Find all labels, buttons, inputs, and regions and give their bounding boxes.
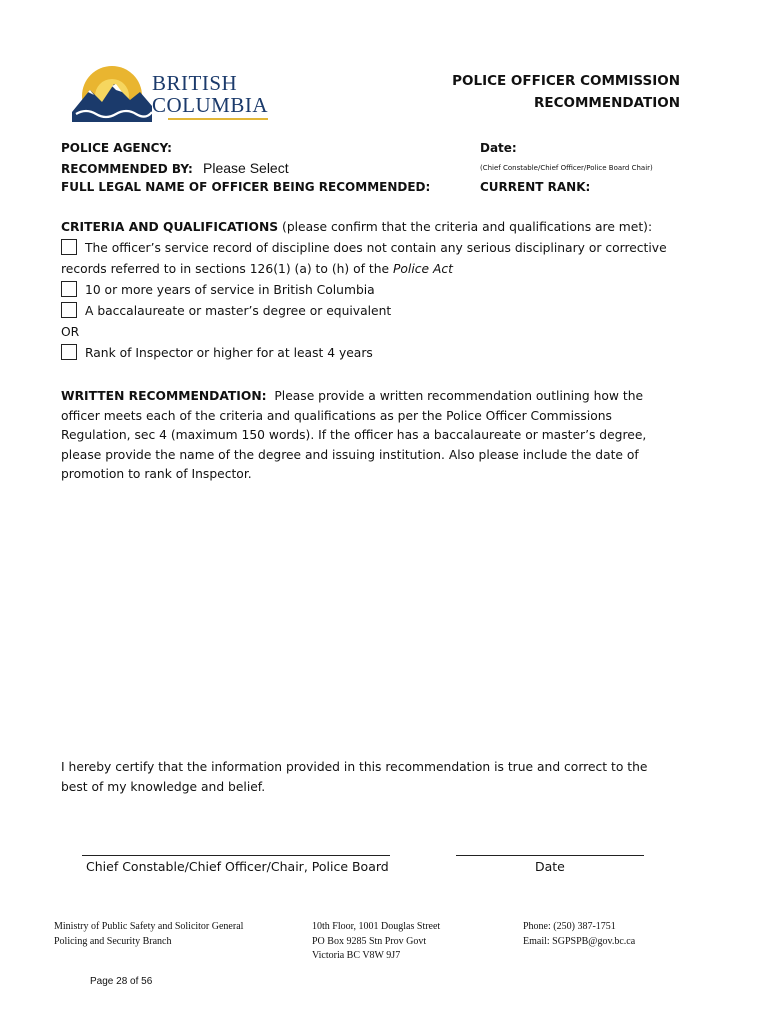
checkbox-inspector-rank[interactable] bbox=[61, 344, 77, 360]
full-name-label: FULL LEGAL NAME OF OFFICER BEING RECOMMENDED: bbox=[61, 180, 431, 194]
recommended-by-label: RECOMMENDED BY: bbox=[61, 162, 193, 176]
logo-wordmark bbox=[152, 72, 268, 116]
written-line-4: please provide the name of the degree and issuing institution. Also please include the date of bbox=[61, 447, 639, 462]
footer-address-line-3: Victoria BC V8W 9J7 bbox=[312, 950, 401, 961]
signature-line[interactable] bbox=[82, 855, 390, 856]
date-label: Date: bbox=[480, 141, 517, 155]
recommended-by-select[interactable]: Please Select bbox=[203, 160, 289, 176]
footer-ministry-line-1: Ministry of Public Safety and Solicitor General bbox=[54, 921, 244, 932]
footer-address bbox=[312, 920, 440, 964]
criteria-heading-rest: (please confirm that the criteria and qualifications are met): bbox=[278, 220, 653, 234]
recommendation-text-area[interactable] bbox=[61, 490, 701, 740]
criteria-item-1-cont bbox=[61, 259, 701, 280]
logo-line-1: BRITISH bbox=[152, 71, 238, 95]
checkbox-degree[interactable] bbox=[61, 302, 77, 318]
footer-email: Email: SGPSPB@gov.bc.ca bbox=[523, 935, 636, 947]
footer-ministry-line-2: Policing and Security Branch bbox=[54, 935, 172, 947]
agency-label: POLICE AGENCY: bbox=[61, 141, 172, 155]
certification bbox=[61, 758, 701, 797]
page-title bbox=[452, 70, 680, 114]
criteria-item-2 bbox=[61, 280, 701, 301]
criteria-section bbox=[61, 217, 701, 364]
logo-line-2: COLUMBIA bbox=[152, 93, 269, 117]
criteria-item-1-text-b: records referred to in sections 126(1) (a) to (h) of the bbox=[61, 262, 393, 276]
title-line-2: RECOMMENDATION bbox=[533, 95, 680, 111]
certify-line-2: best of my knowledge and belief. bbox=[61, 779, 266, 794]
criteria-item-4-text: Rank of Inspector or higher for at least 4 years bbox=[85, 346, 373, 360]
bc-logo bbox=[72, 62, 282, 124]
chief-note: (Chief Constable/Chief Officer/Police Board Chair) bbox=[480, 164, 653, 172]
police-act-italic: Police Act bbox=[392, 262, 453, 276]
footer-address-line-1: 10th Floor, 1001 Douglas Street bbox=[312, 921, 441, 932]
footer-phone: Phone: (250) 387-1751 bbox=[523, 921, 616, 932]
criteria-or: OR bbox=[61, 325, 80, 339]
criteria-heading bbox=[61, 217, 701, 238]
written-line-3: Regulation, sec 4 (maximum 150 words). If the officer has a baccalaureate or master’s degree, bbox=[61, 428, 647, 442]
page-number: Page 28 of 56 bbox=[90, 976, 153, 987]
logo-rule bbox=[168, 118, 268, 120]
title-line-1: POLICE OFFICER COMMISSION bbox=[452, 73, 680, 89]
criteria-heading-bold: CRITERIA AND QUALIFICATIONS bbox=[61, 220, 279, 234]
signature-date-line[interactable] bbox=[456, 855, 644, 856]
bc-sun-mountain-icon bbox=[72, 62, 152, 122]
criteria-item-2-text: 10 or more years of service in British Columbia bbox=[85, 283, 375, 297]
checkbox-discipline[interactable] bbox=[61, 239, 77, 255]
criteria-item-4 bbox=[61, 343, 701, 364]
criteria-item-1-text: The officer’s service record of discipline does not contain any serious disciplinary or corrective bbox=[85, 241, 667, 255]
current-rank-label: CURRENT RANK: bbox=[480, 180, 591, 194]
recommended-by-row bbox=[61, 160, 289, 176]
footer-address-line-2: PO Box 9285 Stn Prov Govt bbox=[312, 935, 427, 947]
checkbox-years-service[interactable] bbox=[61, 281, 77, 297]
criteria-item-1 bbox=[61, 238, 701, 259]
signature-label: Chief Constable/Chief Officer/Chair, Police Board bbox=[86, 859, 389, 874]
written-heading: WRITTEN RECOMMENDATION: bbox=[61, 389, 267, 403]
written-line-2: officer meets each of the criteria and qualifications as per the Police Officer Commissions bbox=[61, 408, 612, 423]
signature-date-label: Date bbox=[535, 859, 565, 874]
certify-line-1: I hereby certify that the information provided in this recommendation is true and correct to the bbox=[61, 760, 648, 774]
written-line-1: Please provide a written recommendation outlining how the bbox=[266, 389, 644, 403]
footer-ministry bbox=[54, 920, 243, 949]
written-recommendation bbox=[61, 387, 701, 485]
footer-contact bbox=[523, 920, 635, 949]
criteria-item-3-text: A baccalaureate or master’s degree or equivalent bbox=[85, 304, 392, 318]
criteria-item-3 bbox=[61, 301, 701, 322]
written-line-5: promotion to rank of Inspector. bbox=[61, 467, 252, 481]
